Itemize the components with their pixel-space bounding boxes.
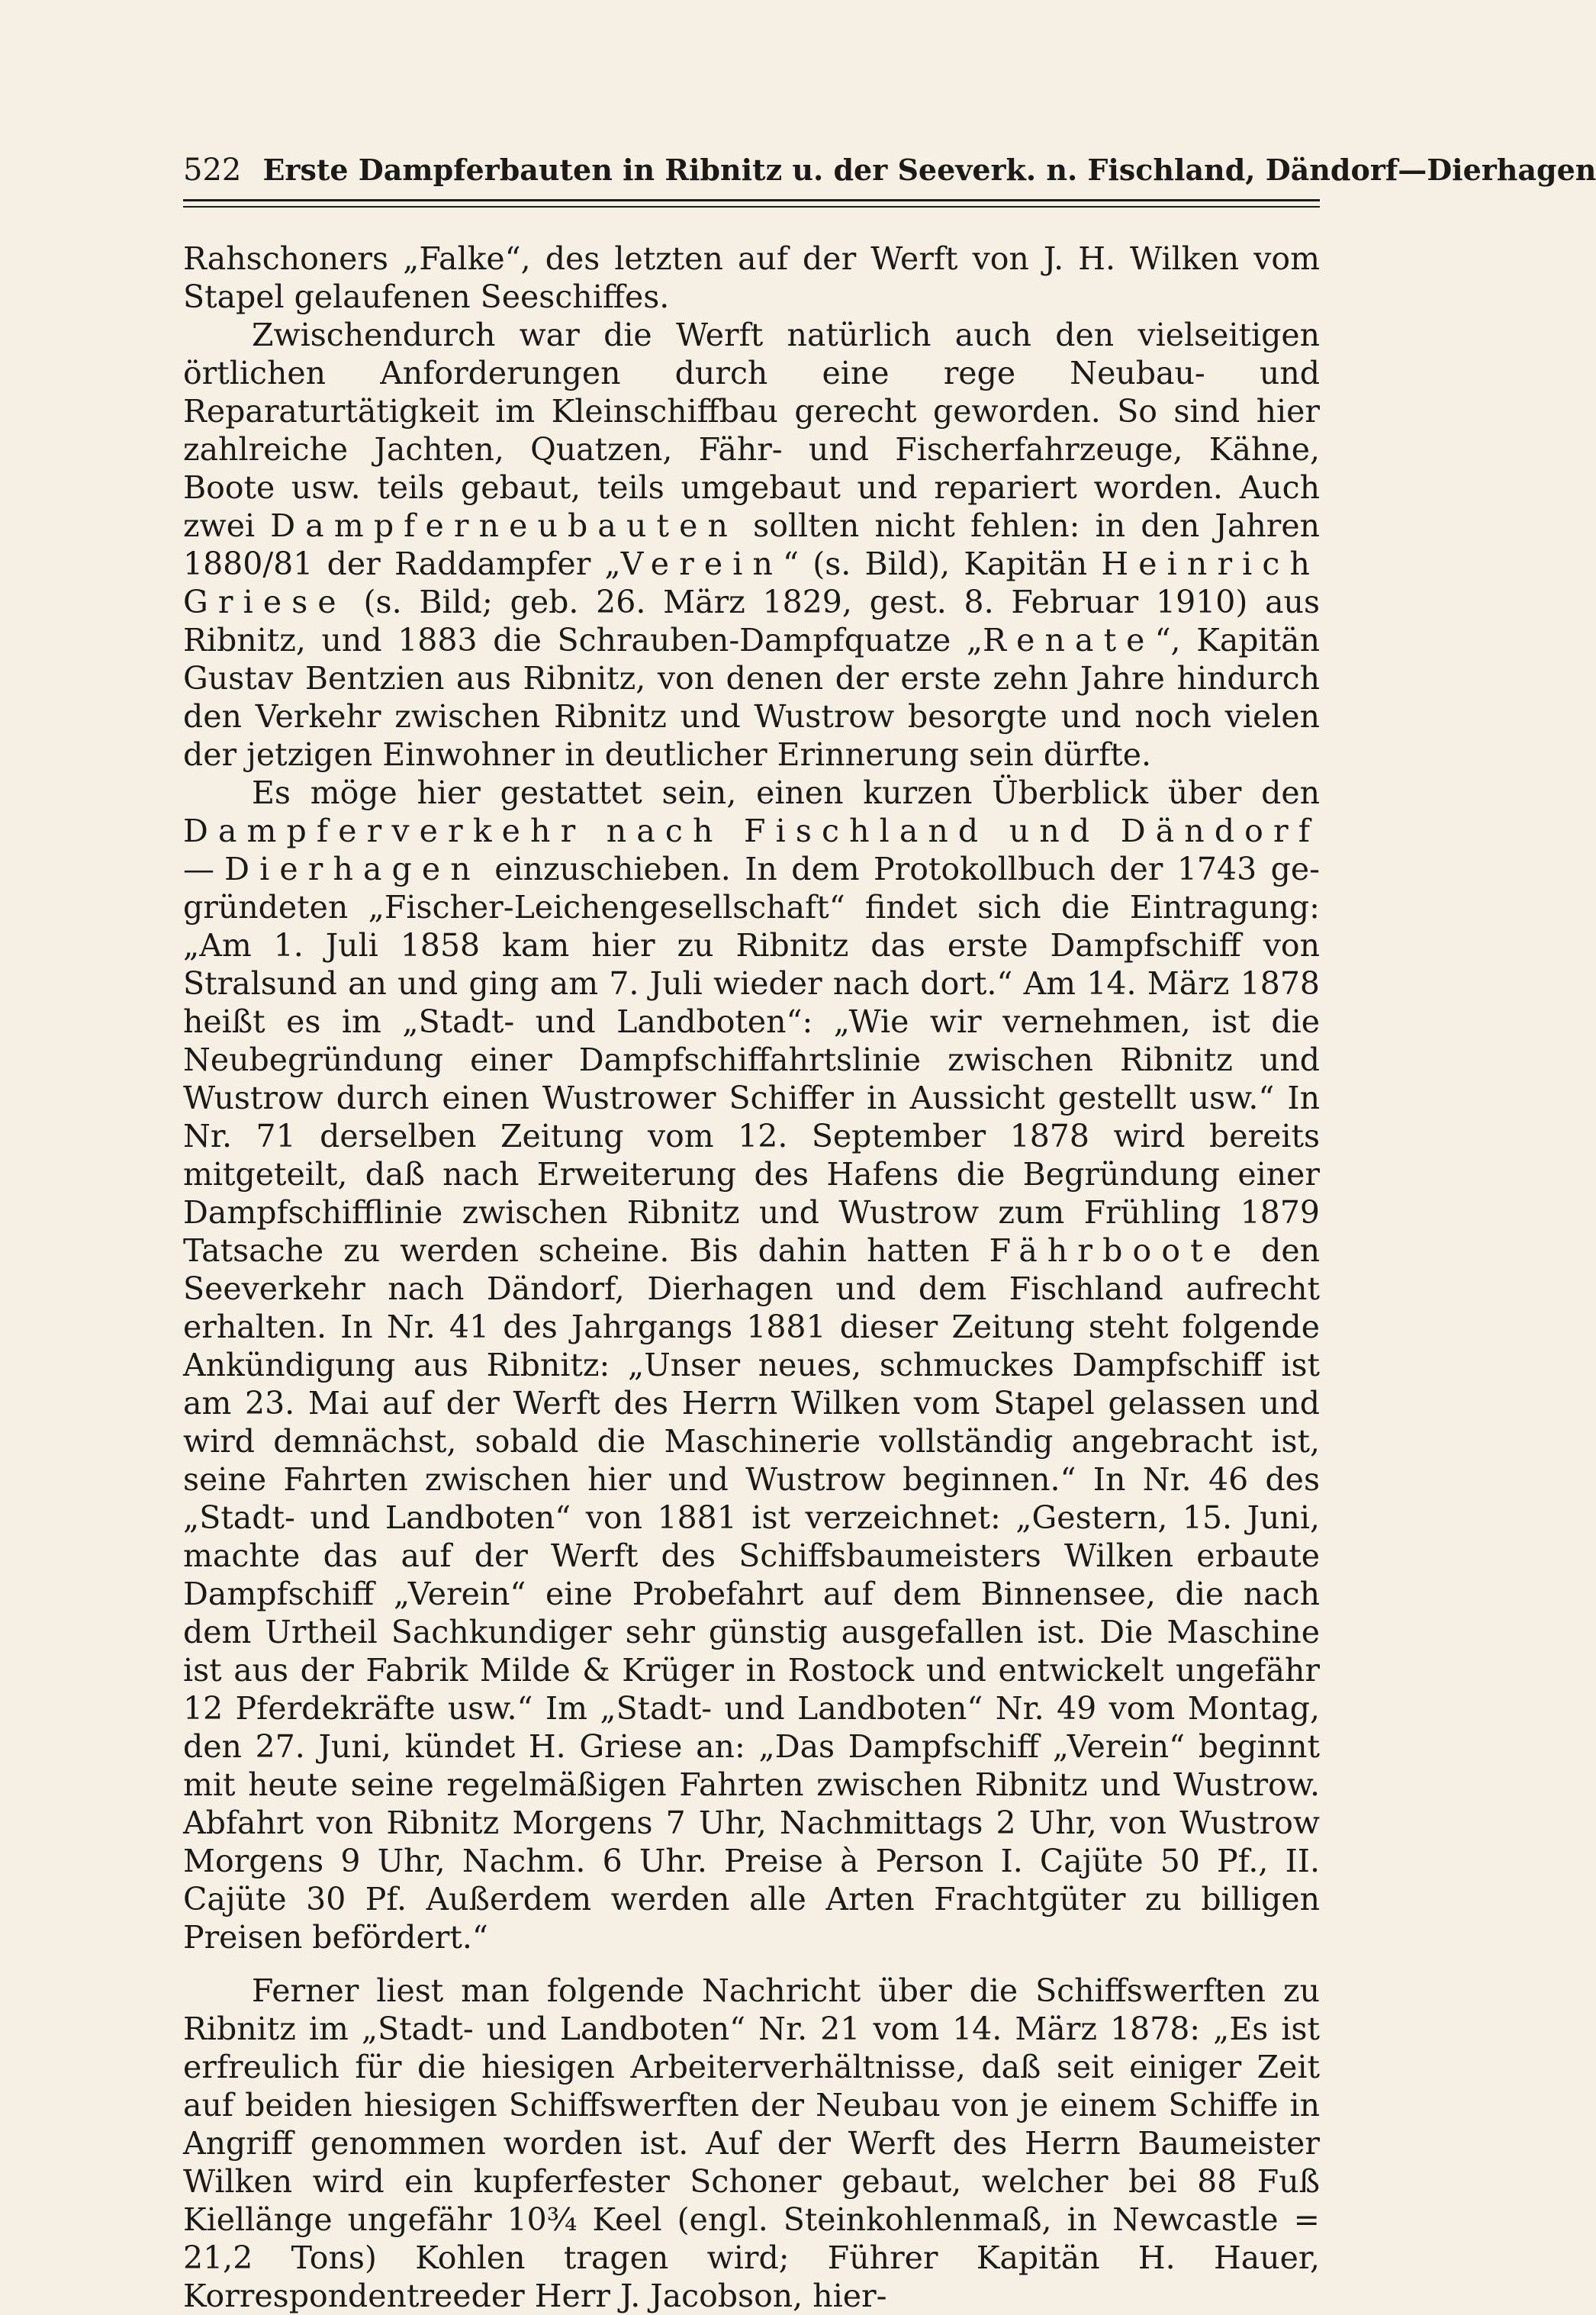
text-run: den Seeverkehr nach Dändorf, Dierhagen und dem Fischland aufrecht erhalten. In Nr. 41 des Jahrgangs 1881 dieser Zeitung steht folgende Ankündigung aus Ribnitz: „Unser neues, schmuckes Dampfschiff ist am 23. Mai auf der Werft des Herrn Wilken vom Stapel gelassen und wird demnächst, sobald die Maschinerie vollständig angebracht ist, seine Fahrten zwischen hier und Wustrow beginnen.“ In Nr. 46 des „Stadt- und Landboten“ von 1881 ist verzeichnet: „Gestern, 15. Juni, machte das auf der Werft des Schiffsbaumeisters Wilken erbaute Dampfschiff „Verein“ eine Probefahrt auf dem Binnensee, die nach dem Urtheil Sachkundiger sehr günstig ausgefallen ist. Die Maschine ist aus der Fabrik Milde & Krüger in Rostock und entwickelt ungefähr 12 Pferdekräfte usw.“ Im „Stadt- und Landboten“ Nr. 49 vom Montag, den 27. Juni, kündet H. Griese an: „Das Dampfschiff „Verein“ beginnt mit heute seine regelmäßigen Fahrten zwischen Ribnitz und Wustrow. Abfahrt von Ribnitz Morgens 7 Uhr, Nachmittags 2 Uhr, von Wustrow Morgens 9 Uhr, Nachm. 6 Uhr. Preise à Person I. Cajüte 50 Pf., II. Cajüte 30 Pf. Außerdem werden alle Arten Frachtgüter zu billigen Preisen befördert.“ (183, 1232, 1320, 1956)
text-run: Es möge hier gestattet sein, einen kurzen Überblick über den (252, 774, 1320, 811)
running-header (183, 151, 1596, 189)
text-run: sollten nicht fehlen: in den Jahren 1880/81 der Raddampfer „ (183, 507, 1320, 582)
text-run: “ (s. Bild), Kapitän (783, 546, 1102, 582)
paragraph-4 (183, 1972, 1320, 2315)
header-rule-top (183, 199, 1320, 201)
spaced-emphasis: Dampferneubauten (270, 507, 738, 544)
spaced-emphasis: Fährboote (989, 1232, 1242, 1269)
page-number: 522 (183, 153, 242, 188)
spaced-emphasis: Renate (983, 622, 1155, 658)
spaced-emphasis: Verein (620, 546, 783, 582)
running-title: Erste Dampferbauten in Ribnitz u. der Seeverk. n. Fischland, Dändorf—Dierhagen (262, 153, 1596, 187)
text-run: Rahschoners „Falke“, des letzten auf der Werft von J. H. Wilken vom Stapel gelaufenen Seeschiffes. (183, 240, 1320, 315)
spaced-emphasis: Dampferverkehr nach Fischland und Dändorf—Dierhagen (183, 813, 1320, 887)
text-run: einzuschieben. In dem Protokollbuch der 1743 gegründeten „Fischer-Leichengesellschaft“ findet sich die Eintragung: „Am 1. Juli 1858 kam hier zu Ribnitz das erste Dampfschiff von Stralsund an und ging am 7. Juli wieder nach dort.“ Am 14. März 1878 heißt es im „Stadt- und Landboten“: „Wie wir vernehmen, ist die Neubegründung einer Dampfschiffahrtslinie zwischen Ribnitz und Wustrow durch einen Wustrower Schiffer in Aussicht gestellt usw.“ In Nr. 71 derselben Zeitung vom 12. September 1878 wird bereits mitgeteilt, daß nach Erweiterung des Hafens die Begründung einer Dampfschifflinie zwischen Ribnitz und Wustrow zum Frühling 1879 Tatsache zu werden scheine. Bis dahin hatten (183, 851, 1320, 1269)
text-run: Ferner liest man folgende Nachricht über die Schiffswerften zu Ribnitz im „Stadt- und Landboten“ Nr. 21 vom 14. März 1878: „Es ist erfreulich für die hiesigen Arbeiterverhältnisse, daß seit einiger Zeit auf beiden hiesigen Schiffswerften der Neubau von je einem Schiffe in Angriff genommen worden ist. Auf der Werft des Herrn Baumeister Wilken wird ein kupferfester Schoner gebaut, welcher bei 88 Fuß Kiellänge ungefähr 10¾ Keel (engl. Steinkohlenmaß, in Newcastle = 21,2 Tons) Kohlen tragen wird; Führer Kapitän H. Hauer, Korrespondentreeder Herr J. Jacobson, hier- (183, 1972, 1320, 2314)
paragraph-1 (183, 240, 1320, 316)
body-text (183, 240, 1320, 2315)
spaced-emphasis: Heinrich Griese (183, 546, 1320, 620)
paragraph-2 (183, 316, 1320, 774)
text-run: (s. Bild; geb. 26. März 1829, gest. 8. Februar 1910) aus Ribnitz, und 1883 die Schrauben-Dampfquatze „ (183, 584, 1320, 658)
header-rule-bottom (183, 206, 1320, 208)
text-run: Zwischendurch war die Werft natürlich auch den vielseitigen örtlichen Anforderungen durch eine rege Neubau- und Reparaturtätigkeit im Kleinschiffbau gerecht geworden. So sind hier zahlreiche Jachten, Quatzen, Fähr- und Fischerfahrzeuge, Kähne, Boote usw. teils gebaut, teils umgebaut und repariert worden. Auch zwei (183, 317, 1320, 544)
paragraph-3 (183, 774, 1320, 1956)
text-run: “, Kapitän Gustav Bentzien aus Ribnitz, von denen der erste zehn Jahre hindurch den Verkehr zwischen Ribnitz und Wustrow besorgte und noch vielen der jetzigen Einwohner in deutlicher Erinnerung sein dürfte. (183, 622, 1320, 773)
